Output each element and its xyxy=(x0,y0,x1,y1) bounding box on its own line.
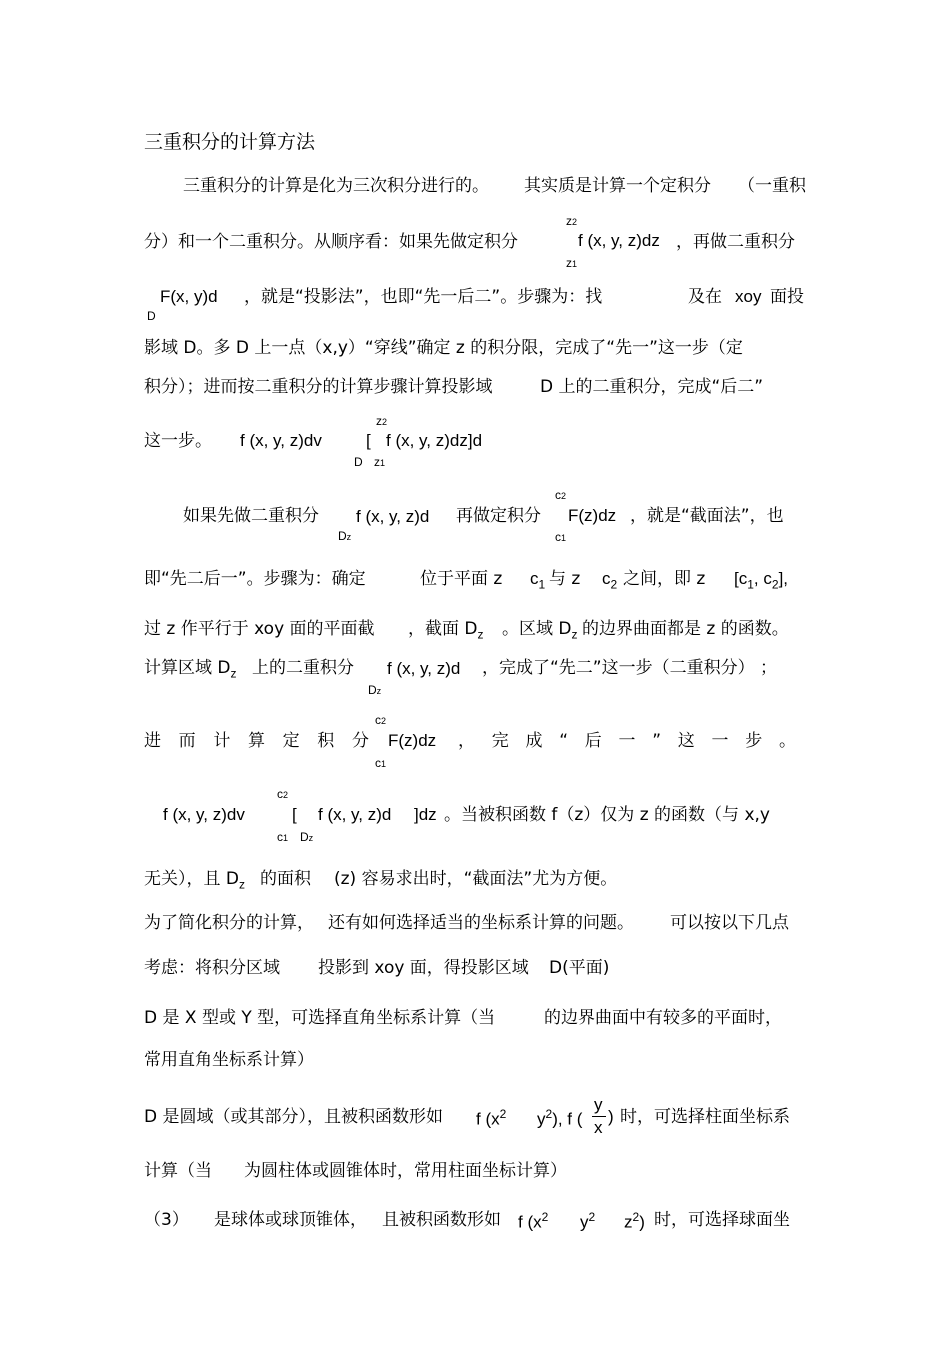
document-title: 三重积分的计算方法 xyxy=(144,131,316,153)
l5chars-char: 计 xyxy=(213,731,231,751)
p3-line1-c: 可以按以下几点 xyxy=(670,913,789,933)
p1-line4: 影域 D。多 D 上一点（x,y）“穿线”确定 z 的积分限，完成了“先一”这一步（定 xyxy=(144,338,743,358)
section-iter-domain: Dz xyxy=(300,830,314,844)
section-iter-bracket: [ xyxy=(292,805,297,824)
p2-line4-a: 计算区域 $D_z$ xyxy=(144,658,237,681)
final-lower-limit: c1 xyxy=(375,756,387,770)
l5rest-char: 一 xyxy=(711,731,729,751)
l5rest-char: 步 xyxy=(745,731,763,751)
section-upper-limit: c2 xyxy=(555,488,567,502)
iterated-integral-expression: f (x, y, z)dz]d xyxy=(386,431,483,450)
p3-line2-b: 投影到 xoy 面，得投影区域 xyxy=(318,958,529,978)
section-double-integral: f (x, y, z)d xyxy=(356,507,430,526)
p2-line3-c: 。区域 $D_z$ xyxy=(502,619,578,642)
p2-line1-a: 如果先做二重积分 xyxy=(183,506,319,526)
p2-line2-c1: $c_1$ xyxy=(530,569,546,592)
region-domain: Dz xyxy=(368,683,382,697)
p2-line6-text: 。当被积函数 f（z）仅为 z 的函数（与 x,y xyxy=(444,805,770,825)
section-triple-integral: f (x, y, z)dv xyxy=(163,805,245,824)
p1-line6-a: 这一步。 xyxy=(144,431,212,451)
iterated-lower-limit: z1 xyxy=(374,455,386,469)
section-lower-limit: c1 xyxy=(555,530,567,544)
iterated-upper-limit: z2 xyxy=(376,414,388,428)
p2-line2-a: 即“先二后一”。步骤为：确定 xyxy=(144,569,366,589)
definite-integral-expression: f (x, y, z)dz xyxy=(578,231,660,250)
iterated-domain: D xyxy=(354,455,363,469)
l5chars-char: 积 xyxy=(317,731,335,751)
double-integral-expression: F(x, y)d xyxy=(160,287,218,306)
l5rest-char: “ xyxy=(559,731,569,751)
l5rest-char: 成 xyxy=(525,731,543,751)
p2-line3-a: 过 z 作平行于 xoy 面的平面截 xyxy=(144,619,375,639)
p3-line6-a: 计算（当 xyxy=(144,1161,212,1181)
p3-line7-h: 时，可选择球面坐 xyxy=(654,1210,790,1230)
p1-line3-a: ，就是“投影法”，也即“先一后二”。步骤为：找 xyxy=(244,287,603,307)
section-iter-outer: ]dz xyxy=(414,805,437,824)
iterated-bracket-open: [ xyxy=(366,431,371,450)
p3-line7-c: 且被积函数形如 xyxy=(382,1210,501,1230)
p3-line1-a: 为了简化积分的计算， xyxy=(144,913,314,933)
region-double-integral: f (x, y, z)d xyxy=(387,659,461,678)
p3-line7-b: 是球体或球顶锥体， xyxy=(214,1210,367,1230)
p2-line4-b: 上的二重积分 xyxy=(252,658,354,678)
l5chars-char: 分 xyxy=(351,731,369,751)
l5rest-char: 一 xyxy=(618,731,636,751)
p1-line2: 分）和一个二重积分。从顺序看：如果先做定积分 xyxy=(144,232,518,252)
p1-line3-c: xoy xyxy=(735,287,762,306)
p2-line2-interval: [$c_1$, $c_2$], xyxy=(734,569,789,592)
fraction-denominator: x xyxy=(594,1118,603,1137)
p2-line2-f: 之间，即 z xyxy=(623,569,706,589)
p1-line3-d: 面投 xyxy=(770,287,804,307)
cylindrical-integrand-b: $y^2$), f ( xyxy=(537,1107,583,1129)
p1-line1-c: （一重积 xyxy=(738,176,806,196)
p2-line7-a: 无关），且 $D_z$ xyxy=(144,869,245,892)
p2-line5-a xyxy=(144,731,369,751)
p3-line7-a: （3） xyxy=(144,1210,189,1230)
p1-line1-a: 三重积分的计算是化为三次积分进行的。 xyxy=(183,176,489,196)
l5rest-char: ， xyxy=(458,731,475,751)
p2-line1-c: ，就是“截面法”，也 xyxy=(630,506,784,526)
section-iter-inner: f (x, y, z)d xyxy=(318,805,392,824)
p1-line5-b: D 上的二重积分，完成“后二” xyxy=(540,377,764,397)
integral-upper-limit: z2 xyxy=(566,214,578,228)
p1-line3-b: 及在 xyxy=(688,287,722,307)
p3-line6-b: 为圆柱体或圆锥体时，常用柱面坐标计算） xyxy=(244,1161,567,1181)
final-definite-integral: F(z)dz xyxy=(388,731,437,750)
l5chars-char: 算 xyxy=(247,731,265,751)
p2-line2-c2: $c_2$ xyxy=(602,569,618,592)
section-definite-integral: F(z)dz xyxy=(568,506,617,525)
section-domain: Dz xyxy=(338,529,352,543)
p2-line5-b xyxy=(458,731,796,751)
p3-line4: 常用直角坐标系计算） xyxy=(144,1050,314,1070)
cylindrical-integrand-a: f ($x^2$ xyxy=(476,1107,507,1129)
p3-line2-a: 考虑：将积分区域 xyxy=(144,958,280,978)
spherical-integrand-b: $y^2$ xyxy=(580,1210,596,1232)
p3-line5-a: D 是圆域（或其部分），且被积函数形如 xyxy=(144,1107,443,1127)
p1-line1-b: 其实质是计算一个定积分 xyxy=(524,176,711,196)
fraction-numerator: y xyxy=(594,1095,603,1114)
l5rest-char: 完 xyxy=(491,731,509,751)
p2-line3-d: 的边界曲面都是 z 的函数。 xyxy=(582,619,789,639)
p2-line3-b: ，截面 $D_z$ xyxy=(408,619,484,642)
p1-line2-after: ，再做二重积分 xyxy=(676,232,795,252)
p2-line2-b: 位于平面 z xyxy=(420,569,503,589)
l5rest-char: 。 xyxy=(778,731,796,751)
p2-line7-b: 的面积 xyxy=(260,869,311,889)
fraction-bar xyxy=(592,1116,606,1117)
p3-line3-b: 的边界曲面中有较多的平面时， xyxy=(544,1008,782,1028)
spherical-integrand-c: $z^2$) xyxy=(624,1210,645,1232)
l5rest-char: 这 xyxy=(677,731,695,751)
l5chars-char: 定 xyxy=(282,731,300,751)
p2-line2-d: 与 z xyxy=(549,569,581,589)
p3-line1-b: 还有如何选择适当的坐标系计算的问题。 xyxy=(328,913,634,933)
section-iter-upper: c2 xyxy=(277,787,289,801)
section-iter-lower: c1 xyxy=(277,830,289,844)
l5rest-char: 后 xyxy=(584,731,602,751)
p2-line1-b: 再做定积分 xyxy=(456,506,541,526)
p2-line7-c: (z) 容易求出时，“截面法”尤为方便。 xyxy=(334,869,618,889)
spherical-integrand-a: f ($x^2$ xyxy=(518,1210,549,1232)
l5chars-char: 而 xyxy=(178,731,196,751)
integral-lower-limit: z1 xyxy=(566,256,578,270)
final-upper-limit: c2 xyxy=(375,713,387,727)
triple-integral-expression: f (x, y, z)dv xyxy=(240,431,322,450)
cylindrical-integrand-close: ) xyxy=(608,1107,614,1126)
p1-line5-a: 积分）；进而按二重积分的计算步骤计算投影域 xyxy=(144,377,493,397)
l5rest-char: ” xyxy=(652,731,662,751)
p3-line3-a: D 是 X 型或 Y 型，可选择直角坐标系计算（当 xyxy=(144,1008,496,1028)
p2-line4-c: ，完成了“先二”这一步（二重积分） ； xyxy=(482,658,778,678)
l5chars-char: 进 xyxy=(144,731,161,751)
double-integral-domain: D xyxy=(147,309,156,323)
p3-line5-f: 时，可选择柱面坐标系 xyxy=(620,1107,790,1127)
p3-line2-c: D(平面) xyxy=(549,958,610,978)
